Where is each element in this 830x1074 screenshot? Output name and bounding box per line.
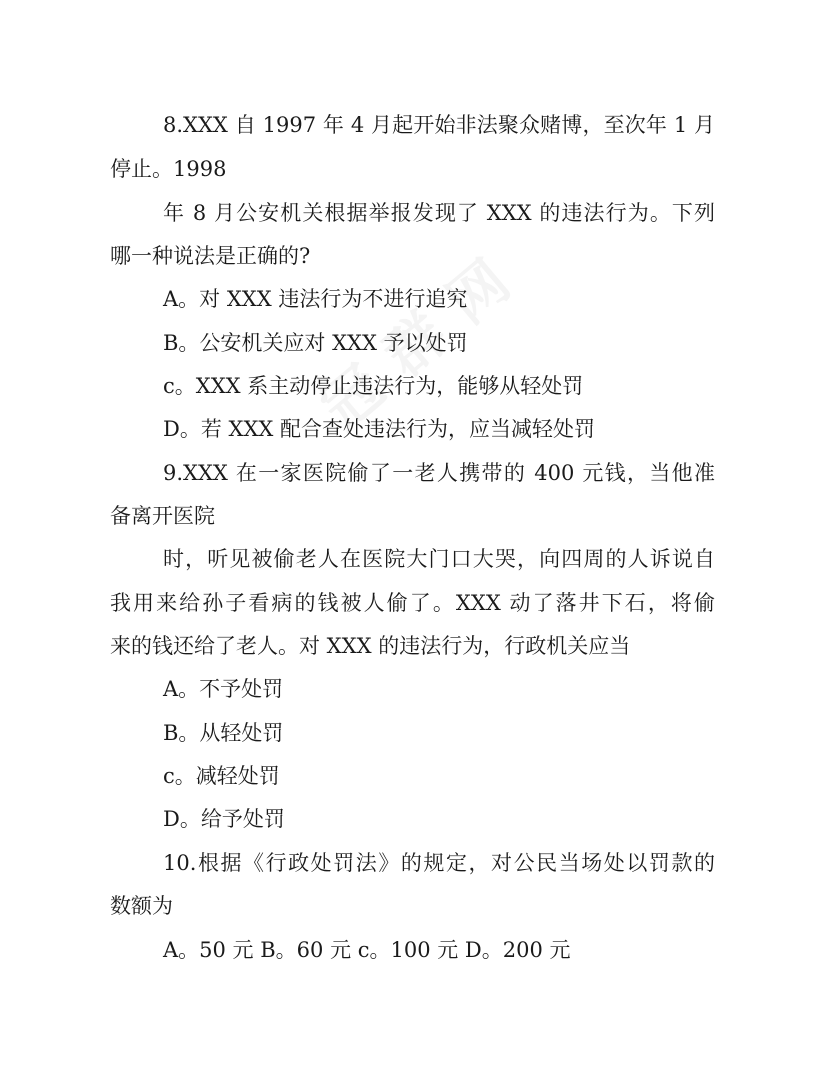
question-9-option-c: c。减轻处罚 — [163, 764, 280, 788]
question-9-option-d: D。给予处罚 — [163, 807, 285, 831]
question-9-stem-line-1: 9.XXX 在一家医院偷了一老人携带的 400 元钱，当他准 — [163, 461, 715, 485]
question-9-option-a: A。不予处罚 — [163, 677, 284, 701]
question-9-option-b: B。从轻处罚 — [163, 721, 284, 745]
question-8-stem-line-2: 停止。1998 — [110, 157, 227, 181]
question-8-stem-line-3: 年 8 月公安机关根据举报发现了 XXX 的违法行为。下列 — [163, 201, 715, 225]
question-8-option-c: c。XXX 系主动停止违法行为，能够从轻处罚 — [163, 374, 584, 398]
question-10-stem-line-2: 数额为 — [110, 894, 173, 918]
question-8-option-b: B。公安机关应对 XXX 予以处罚 — [163, 331, 468, 355]
question-8-option-d: D。若 XXX 配合查处违法行为，应当减轻处罚 — [163, 417, 596, 441]
question-9-stem-line-2: 备离开医院 — [110, 504, 215, 528]
question-8-option-a: A。对 XXX 违法行为不进行追究 — [163, 287, 468, 311]
question-9-stem-line-3: 时，听见被偷老人在医院大门口大哭，向四周的人诉说自 — [163, 547, 715, 571]
question-9-stem-line-4: 我用来给孙子看病的钱被人偷了。XXX 动了落井下石，将偷 — [110, 591, 715, 615]
question-9-stem-line-5: 来的钱还给了老人。对 XXX 的违法行为，行政机关应当 — [110, 634, 631, 658]
question-10-options: A。50 元 B。60 元 c。100 元 D。200 元 — [163, 938, 571, 962]
question-8-stem-line-4: 哪一种说法是正确的? — [110, 244, 311, 268]
question-8-stem-line-1: 8.XXX 自 1997 年 4 月起开始非法聚众赌博，至次年 1 月 — [163, 113, 715, 137]
question-10-stem-line-1: 10.根据《行政处罚法》的规定，对公民当场处以罚款的 — [163, 851, 715, 875]
